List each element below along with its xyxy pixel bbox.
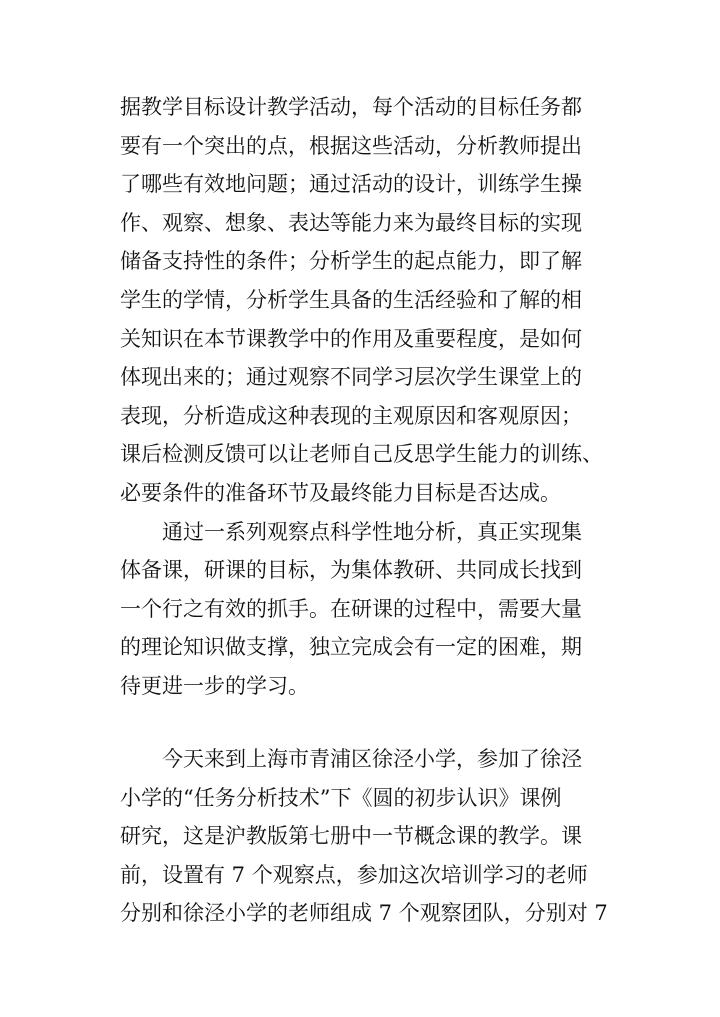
- text-line: 学生的学情，分析学生具备的生活经验和了解的相: [120, 287, 582, 312]
- text-line: 体备课，研课的目标，为集体教研、共同成长找到: [120, 558, 582, 583]
- text-line: 关知识在本节课教学中的作用及重要程度，是如何: [120, 326, 582, 351]
- text-line-indented: 通过一系列观察点科学性地分析，真正实现集: [162, 519, 582, 544]
- text-line-indented: 今天来到上海市青浦区徐泾小学，参加了徐泾: [162, 747, 582, 771]
- text-line: 储备支持性的条件；分析学生的起点能力，即了解: [120, 249, 582, 274]
- paragraph-group-2: [120, 740, 620, 933]
- text-line: 前，设置有 7 个观察点，参加这次培训学习的老师: [120, 862, 588, 887]
- text-line: 体现出来的；通过观察不同学习层次学生课堂上的: [120, 365, 582, 390]
- text-line: 要有一个突出的点，根据这些活动，分析教师提出: [120, 133, 582, 158]
- text-line: 待更进一步的学习。: [120, 673, 309, 698]
- text-line: 一个行之有效的抓手。在研课的过程中，需要大量: [120, 596, 582, 621]
- paragraph-group-1: [120, 88, 620, 706]
- text-line: 研究，这是沪教版第七册中一节概念课的教学。课: [120, 824, 582, 849]
- text-line: 课后检测反馈可以让老师自己反思学生能力的训练、: [120, 442, 603, 467]
- text-line: 了哪些有效地问题；通过活动的设计，训练学生操: [120, 172, 582, 197]
- text-line: 的理论知识做支撑，独立完成会有一定的困难，期: [120, 635, 582, 660]
- text-line: 据教学目标设计教学活动，每个活动的目标任务都: [120, 95, 582, 119]
- text-line: 分别和徐泾小学的老师组成 7 个观察团队，分别对 7: [120, 901, 608, 926]
- text-line: 作、观察、想象、表达等能力来为最终目标的实现: [120, 210, 582, 235]
- text-line: 表现，分析造成这种表现的主观原因和客观原因；: [120, 403, 582, 428]
- text-line: 必要条件的准备环节及最终能力目标是否达成。: [120, 480, 561, 505]
- text-line: 小学的“任务分析技术”下《圆的初步认识》课例: [120, 785, 562, 810]
